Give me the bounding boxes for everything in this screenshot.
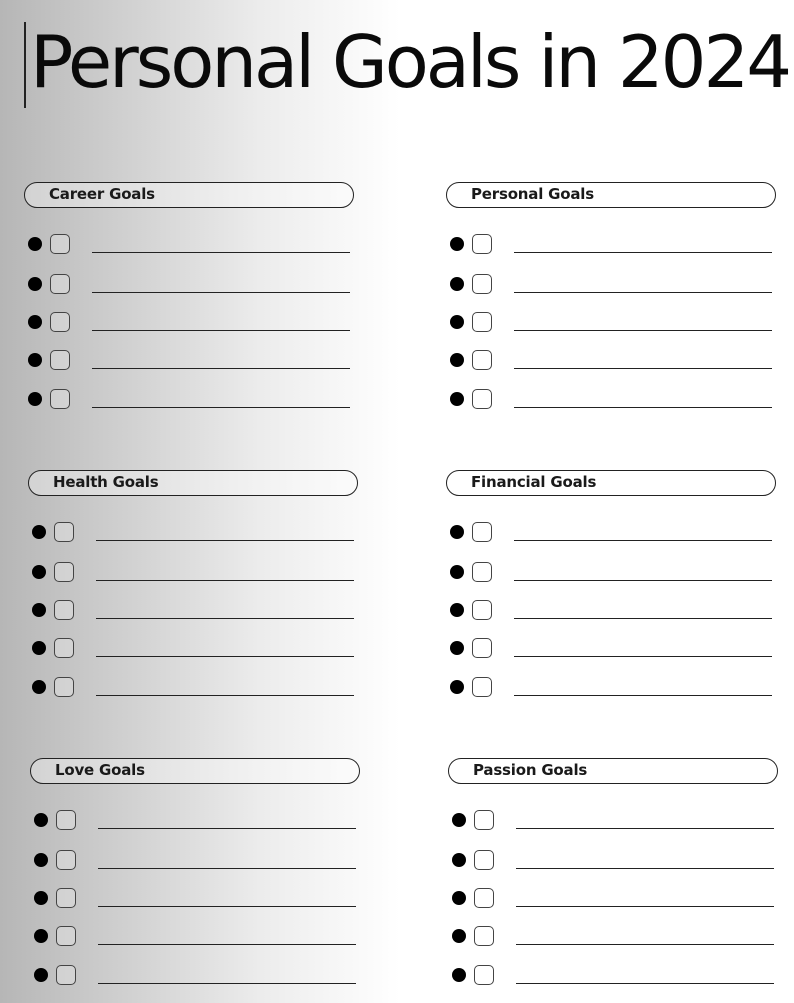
bullet-icon xyxy=(28,392,42,406)
bullet-icon xyxy=(32,603,46,617)
bullet-icon xyxy=(34,813,48,827)
goal-checkbox[interactable] xyxy=(56,888,76,908)
bullet-icon xyxy=(450,353,464,367)
goal-checkbox[interactable] xyxy=(56,965,76,985)
bullet-icon xyxy=(452,968,466,982)
goal-write-line[interactable] xyxy=(516,828,774,829)
goal-checkbox[interactable] xyxy=(56,850,76,870)
goal-checkbox[interactable] xyxy=(50,312,70,332)
goal-row xyxy=(34,926,360,948)
goal-checkbox[interactable] xyxy=(54,600,74,620)
goal-row xyxy=(32,522,358,544)
goal-row xyxy=(28,234,354,256)
goal-row xyxy=(28,312,354,334)
goal-checkbox[interactable] xyxy=(472,312,492,332)
goal-write-line[interactable] xyxy=(92,368,350,369)
goal-checkbox[interactable] xyxy=(50,234,70,254)
bullet-icon xyxy=(450,315,464,329)
goal-write-line[interactable] xyxy=(516,906,774,907)
goal-checkbox[interactable] xyxy=(50,389,70,409)
goal-checkbox[interactable] xyxy=(472,562,492,582)
goal-write-line[interactable] xyxy=(514,656,772,657)
goal-write-line[interactable] xyxy=(514,618,772,619)
goal-row xyxy=(32,677,358,699)
bullet-icon xyxy=(28,315,42,329)
goal-write-line[interactable] xyxy=(98,983,356,984)
goal-row xyxy=(28,389,354,411)
goal-write-line[interactable] xyxy=(514,407,772,408)
goal-write-line[interactable] xyxy=(516,944,774,945)
goal-checkbox[interactable] xyxy=(472,234,492,254)
goal-checkbox[interactable] xyxy=(474,965,494,985)
goal-checkbox[interactable] xyxy=(56,926,76,946)
section-label: Personal Goals xyxy=(446,182,776,208)
goal-write-line[interactable] xyxy=(98,828,356,829)
goal-checkbox[interactable] xyxy=(54,677,74,697)
goal-checkbox[interactable] xyxy=(54,522,74,542)
bullet-icon xyxy=(28,237,42,251)
goal-row xyxy=(452,888,778,910)
goal-write-line[interactable] xyxy=(514,292,772,293)
goal-write-line[interactable] xyxy=(92,252,350,253)
goal-row xyxy=(34,965,360,987)
goal-row xyxy=(452,850,778,872)
goal-write-line[interactable] xyxy=(98,906,356,907)
goal-write-line[interactable] xyxy=(514,695,772,696)
section-label: Health Goals xyxy=(28,470,358,496)
bullet-icon xyxy=(450,525,464,539)
section-health-goals xyxy=(28,470,358,496)
goal-write-line[interactable] xyxy=(514,580,772,581)
bullet-icon xyxy=(450,680,464,694)
section-passion-goals xyxy=(448,758,778,784)
bullet-icon xyxy=(34,929,48,943)
goal-row xyxy=(28,350,354,372)
goal-checkbox[interactable] xyxy=(474,810,494,830)
goal-write-line[interactable] xyxy=(98,944,356,945)
goal-row xyxy=(34,810,360,832)
section-label: Career Goals xyxy=(24,182,354,208)
bullet-icon xyxy=(452,929,466,943)
goal-write-line[interactable] xyxy=(514,368,772,369)
goal-write-line[interactable] xyxy=(514,252,772,253)
goal-write-line[interactable] xyxy=(96,656,354,657)
goal-write-line[interactable] xyxy=(514,540,772,541)
goal-row xyxy=(450,522,776,544)
goal-row xyxy=(450,600,776,622)
goal-checkbox[interactable] xyxy=(54,562,74,582)
goal-checkbox[interactable] xyxy=(474,850,494,870)
page-title: Personal Goals in 2024 xyxy=(30,20,790,104)
goal-checkbox[interactable] xyxy=(472,389,492,409)
goal-checkbox[interactable] xyxy=(50,274,70,294)
goal-checkbox[interactable] xyxy=(472,274,492,294)
section-label: Love Goals xyxy=(30,758,360,784)
goal-write-line[interactable] xyxy=(92,292,350,293)
bullet-icon xyxy=(450,237,464,251)
goal-row xyxy=(450,274,776,296)
goal-write-line[interactable] xyxy=(96,580,354,581)
bullet-icon xyxy=(34,891,48,905)
goal-row xyxy=(450,677,776,699)
section-personal-goals xyxy=(446,182,776,208)
bullet-icon xyxy=(32,525,46,539)
goal-checkbox[interactable] xyxy=(472,600,492,620)
goal-row xyxy=(450,389,776,411)
section-love-goals xyxy=(30,758,360,784)
bullet-icon xyxy=(32,565,46,579)
goal-row xyxy=(32,600,358,622)
goal-row xyxy=(34,850,360,872)
goal-checkbox[interactable] xyxy=(56,810,76,830)
goal-checkbox[interactable] xyxy=(472,522,492,542)
goal-checkbox[interactable] xyxy=(54,638,74,658)
bullet-icon xyxy=(450,603,464,617)
goal-checkbox[interactable] xyxy=(472,350,492,370)
goal-row xyxy=(32,562,358,584)
goal-row xyxy=(450,638,776,660)
title-accent-bar xyxy=(24,22,26,108)
section-career-goals xyxy=(24,182,354,208)
goal-write-line[interactable] xyxy=(92,330,350,331)
goal-write-line[interactable] xyxy=(98,868,356,869)
goal-row xyxy=(452,810,778,832)
goal-row xyxy=(450,562,776,584)
bullet-icon xyxy=(34,853,48,867)
goal-checkbox[interactable] xyxy=(474,888,494,908)
goal-write-line[interactable] xyxy=(516,868,774,869)
goal-write-line[interactable] xyxy=(96,540,354,541)
bullet-icon xyxy=(28,277,42,291)
bullet-icon xyxy=(450,565,464,579)
goal-row xyxy=(450,312,776,334)
goal-write-line[interactable] xyxy=(96,618,354,619)
goal-checkbox[interactable] xyxy=(472,677,492,697)
bullet-icon xyxy=(452,813,466,827)
bullet-icon xyxy=(450,277,464,291)
goal-row xyxy=(450,350,776,372)
bullet-icon xyxy=(32,680,46,694)
bullet-icon xyxy=(450,392,464,406)
bullet-icon xyxy=(32,641,46,655)
goal-row xyxy=(452,965,778,987)
goal-row xyxy=(34,888,360,910)
section-financial-goals xyxy=(446,470,776,496)
bullet-icon xyxy=(452,853,466,867)
bullet-icon xyxy=(450,641,464,655)
goal-write-line[interactable] xyxy=(516,983,774,984)
section-label: Financial Goals xyxy=(446,470,776,496)
goal-checkbox[interactable] xyxy=(474,926,494,946)
goal-write-line[interactable] xyxy=(514,330,772,331)
goal-row xyxy=(452,926,778,948)
goal-write-line[interactable] xyxy=(96,695,354,696)
goal-row xyxy=(28,274,354,296)
goal-checkbox[interactable] xyxy=(50,350,70,370)
bullet-icon xyxy=(28,353,42,367)
goal-write-line[interactable] xyxy=(92,407,350,408)
bullet-icon xyxy=(452,891,466,905)
section-label: Passion Goals xyxy=(448,758,778,784)
goal-row xyxy=(450,234,776,256)
bullet-icon xyxy=(34,968,48,982)
goal-row xyxy=(32,638,358,660)
goal-checkbox[interactable] xyxy=(472,638,492,658)
